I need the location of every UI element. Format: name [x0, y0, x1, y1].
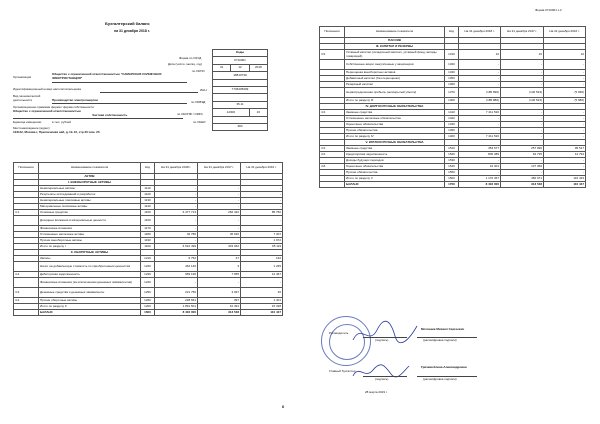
table-row	[14, 310, 283, 316]
row-label: Запасы	[39, 256, 141, 262]
row-value: 36	[241, 288, 283, 298]
row-label: Итого по разделу III	[345, 98, 445, 104]
row-label: Переоценка внеоборотных активов	[345, 70, 445, 76]
row-value: (146 523)	[501, 98, 544, 104]
row-label: Прочие внеоборотные активы	[39, 238, 141, 244]
row-value: 85 760	[241, 210, 283, 216]
column-header: На 31 декабря 2017 г.	[501, 27, 544, 38]
column-header: На 31 декабря 2016 г.	[544, 27, 586, 38]
row-value: -	[241, 278, 283, 288]
row-label: Доходные вложения в материальные ценности	[39, 216, 141, 226]
table-header-row	[320, 27, 586, 38]
row-value: (5 996)	[544, 88, 586, 98]
row-label: Результаты исследований и разработок	[39, 192, 141, 198]
row-label: Материальные поисковые активы	[39, 204, 141, 210]
row-value: -	[459, 82, 501, 88]
row-label: Доходы будущих периодов	[345, 158, 445, 164]
row-value: 10	[459, 50, 501, 60]
row-value: -	[544, 170, 586, 176]
row-code: 1500	[445, 176, 459, 182]
row-label: Заемные средства	[345, 146, 445, 152]
row-label: АКТИВ	[39, 174, 141, 180]
okud-label: Форма по ОКУД	[179, 56, 202, 60]
row-value: -	[459, 60, 501, 70]
row-value: -	[155, 238, 198, 244]
row-value: -	[241, 198, 283, 204]
address-label: Местонахождение (адрес)	[13, 126, 50, 130]
row-value: 3 097	[198, 288, 241, 298]
inn-label: ИНН	[200, 88, 207, 92]
code-okved: 35.11	[213, 101, 268, 108]
row-value: -	[501, 70, 544, 76]
row-value: 806 389	[459, 152, 501, 158]
row-value: 313 548	[198, 310, 241, 316]
row-code: 1400	[445, 134, 459, 140]
row-label: Уставный капитал (складочный капитал, уставный фонд, вклады товарищей)	[345, 50, 445, 60]
row-value: 47	[198, 256, 241, 262]
row-value: -	[501, 76, 544, 82]
row-value: -	[155, 192, 198, 198]
row-code: 1350	[445, 76, 459, 82]
table-header-row	[14, 163, 283, 174]
row-label: Прочие оборотные активы	[39, 298, 141, 304]
row-code: 1360	[445, 82, 459, 88]
liabilities-table	[319, 26, 586, 188]
row-value: 9 752	[155, 256, 198, 262]
row-value: -	[544, 82, 586, 88]
row-code: 1370	[445, 88, 459, 98]
row-label: Кредиторская задолженность	[345, 152, 445, 158]
row-value: -	[501, 60, 544, 70]
row-value: -	[459, 76, 501, 82]
row-label: Итого по разделу IV	[345, 134, 445, 140]
opf-value: Общество с ограниченной ответственностью	[13, 109, 81, 113]
column-header: На 31 декабря 2017 г.	[198, 163, 241, 174]
row-value: -	[198, 192, 241, 198]
row-value: -	[198, 238, 241, 244]
row-value: -	[501, 128, 544, 134]
row-value: 397	[198, 298, 241, 304]
row-code: 1520	[445, 152, 459, 158]
row-value: 460 071	[501, 176, 544, 182]
row-label: Финансовые вложения (за исключением денежных эквивалентов)	[39, 278, 141, 288]
row-value: 7 411 520	[459, 134, 501, 140]
row-label: Дебиторская задолженность	[39, 272, 141, 278]
row-value: 15 328	[241, 304, 283, 310]
row-value: 303 062	[198, 244, 241, 250]
row-label: Оценочные обязательства	[345, 164, 445, 170]
row-value: -	[544, 110, 586, 116]
row-value: 110 447	[544, 182, 586, 188]
row-value: 10	[501, 50, 544, 60]
row-value: -	[501, 170, 544, 176]
okopf-label: по ОКОПФ / ОКФС	[177, 112, 203, 116]
row-value: 313 548	[501, 182, 544, 188]
table-row	[320, 60, 586, 70]
row-label: Заемные средства	[345, 110, 445, 116]
code-okfs: 16	[249, 109, 267, 116]
row-note: 4.2.	[14, 272, 39, 278]
row-value: 95 119	[241, 244, 283, 250]
row-label: Отложенные налоговые обязательства	[345, 116, 445, 122]
row-value: -	[459, 128, 501, 134]
inn-row-label: Идентификационный номер налогоплательщика	[13, 87, 81, 91]
row-code: 1180	[141, 232, 155, 238]
row-value: (5 986)	[544, 98, 586, 104]
column-header: На 31 декабря 2016 г.	[241, 163, 283, 174]
row-code: 1300	[445, 98, 459, 104]
activity-label: Вид экономической деятельности	[13, 94, 41, 102]
org-name: Общество с ограниченной ответственностью "САМАРСКАЯ СОЛНЕЧНАЯ ЭЛЕКТРОСТАНЦИЯ"	[52, 72, 162, 80]
column-header: Код	[141, 163, 155, 174]
column-header: Пояснения	[14, 163, 39, 174]
row-value: -	[544, 116, 586, 122]
fs-value: Частная собственность	[92, 113, 128, 117]
row-value: 64 735	[501, 152, 544, 158]
row-value: -	[501, 82, 544, 88]
row-note: 4.6.	[320, 152, 345, 158]
row-label: Добавочный капитал (без переоценки)	[345, 76, 445, 82]
head-decode: (расшифровка подписи)	[423, 338, 457, 342]
row-value: -	[241, 216, 283, 226]
row-code: 1200	[141, 304, 155, 310]
row-code: 1190	[141, 238, 155, 244]
row-value: 1 972	[241, 238, 283, 244]
row-code: 1240	[141, 278, 155, 288]
code-okud: 0710001	[213, 57, 268, 64]
row-value: -	[544, 122, 586, 128]
row-value: -	[241, 226, 283, 232]
row-value: 257 990	[501, 146, 544, 152]
column-header: На 31 декабря 2018 г.	[459, 27, 501, 38]
row-code: 1250	[141, 288, 155, 298]
table-row	[14, 262, 283, 272]
row-label: БАЛАНС	[345, 182, 445, 188]
row-note	[14, 262, 39, 272]
row-value: -	[198, 226, 241, 232]
code-okpo: 48810739	[213, 72, 268, 79]
acc-sign-caption: (подпись)	[375, 377, 389, 381]
okei-label: по ОКЕИ	[193, 120, 206, 124]
unit-label: Единица измерения:	[13, 120, 42, 124]
row-label: Денежные средства и денежные эквиваленты	[39, 288, 141, 298]
row-code: 1550	[445, 170, 459, 176]
row-value: 8 402 000	[459, 182, 501, 188]
head-name: Мотонаев Михаил Сергеевич	[421, 327, 465, 331]
row-code: 1600	[141, 310, 155, 316]
row-value: -	[459, 170, 501, 176]
row-note: 4.5.	[320, 50, 345, 60]
table-row	[14, 278, 283, 288]
row-value: -	[544, 70, 586, 76]
row-value: -	[459, 116, 501, 122]
row-value: 1 891 501	[155, 304, 198, 310]
row-value: -	[459, 122, 501, 128]
document-title: Бухгалтерский баланс	[105, 21, 150, 26]
balance-sheet-page-2	[303, 0, 600, 424]
row-value: 231 750	[155, 288, 198, 298]
row-value: -	[544, 158, 586, 164]
row-value: -	[198, 278, 241, 288]
row-note: 4.6.	[320, 110, 345, 116]
table-row	[320, 182, 586, 188]
row-code: 1410	[445, 110, 459, 116]
row-label: III. КАПИТАЛ И РЕЗЕРВЫ	[345, 44, 445, 50]
accountant-name: Грязева Елена Александровна	[421, 365, 467, 369]
row-code: 1540	[445, 164, 459, 170]
row-label: I. ВНЕОБОРОТНЫЕ АКТИВЫ	[39, 180, 141, 186]
row-code: 1220	[141, 262, 155, 272]
row-value: 110 447	[241, 310, 283, 316]
row-label: Нематериальные активы	[39, 186, 141, 192]
row-value: 353 677	[459, 146, 501, 152]
head-signature	[351, 318, 421, 348]
date-label: Дата (число, месяц, год)	[168, 62, 202, 66]
row-value: -	[155, 204, 198, 210]
code-day: 31	[213, 64, 231, 71]
row-label: IV. ДОЛГОСРОЧНЫЕ ОБЯЗАТЕЛЬСТВА	[345, 104, 445, 110]
head-sign-caption: (подпись)	[375, 338, 389, 342]
row-label: Итого по разделу II	[39, 304, 141, 310]
row-value: -	[501, 110, 544, 116]
row-value: -	[241, 192, 283, 198]
form-note: Форма 0710001 с.2	[535, 8, 562, 12]
okpo-label: по ОКПО	[192, 69, 205, 73]
row-value: 462 146	[155, 262, 198, 272]
org-label: Организация	[13, 75, 32, 79]
table-row	[14, 288, 283, 298]
row-code: 1110	[141, 186, 155, 192]
row-label: Прочие обязательства	[345, 128, 445, 134]
row-code: 1120	[141, 192, 155, 198]
row-code: 1170	[141, 226, 155, 232]
row-value: 137 366	[501, 164, 544, 170]
row-value: 7 411 520	[459, 110, 501, 116]
head-label: Руководитель	[329, 331, 349, 335]
row-value: -	[241, 186, 283, 192]
row-note: 4.3.	[14, 288, 39, 298]
row-note	[320, 60, 345, 70]
code-inn: 7736205099	[213, 86, 268, 93]
codes-table	[212, 49, 268, 131]
row-value: 266 442	[198, 210, 241, 216]
row-label: Нераспределенная прибыль (непокрытый убыток)	[345, 88, 445, 98]
row-value: (185 886)	[459, 98, 501, 104]
column-header: Пояснения	[320, 27, 345, 38]
row-value: 6 510 499	[155, 244, 198, 250]
row-code: 1700	[445, 182, 459, 188]
row-value: 116 433	[544, 176, 586, 182]
row-value: -	[155, 186, 198, 192]
row-label: Прочие обязательства	[345, 170, 445, 176]
unit-value: в тыс. рублей	[52, 120, 71, 124]
column-header: Код	[445, 27, 459, 38]
row-note: 4.8.	[320, 164, 345, 170]
row-value: -	[155, 216, 198, 226]
row-value: -	[544, 76, 586, 82]
row-value: -	[198, 216, 241, 226]
code-okopf: 12300	[213, 109, 250, 116]
row-code: 1310	[445, 50, 459, 60]
row-value: 32 786	[155, 232, 198, 238]
row-label: Основные средства	[39, 210, 141, 216]
row-code: 1150	[141, 210, 155, 216]
row-label: Собственные акции, выкупленные у акционеров	[345, 60, 445, 70]
accountant-decode: (расшифровка подписи)	[423, 377, 457, 381]
column-header: На 31 декабря 2018 г.	[155, 163, 198, 174]
row-value: (146 533)	[501, 88, 544, 98]
row-code: 1510	[445, 146, 459, 152]
row-value: 228 661	[155, 298, 198, 304]
table-row	[14, 216, 283, 226]
row-value: 959 196	[155, 272, 198, 278]
row-label: II. ОБОРОТНЫЕ АКТИВЫ	[39, 250, 141, 256]
row-code: 1140	[141, 204, 155, 210]
row-label: V. КРАТКОСРОЧНЫЕ ОБЯЗАТЕЛЬСТВА	[345, 140, 445, 146]
row-value: 1 265	[241, 262, 283, 272]
row-value: -	[501, 158, 544, 164]
row-note	[320, 182, 345, 188]
row-code: 1100	[141, 244, 155, 250]
row-value: 36 620	[198, 232, 241, 238]
row-label: Отложенные налоговые активы	[39, 232, 141, 238]
row-value: -	[544, 134, 586, 140]
signature-block	[303, 296, 600, 396]
row-label: Налог на добавленную стоимость по приобретенным ценностям	[39, 262, 141, 272]
row-value: -	[155, 198, 198, 204]
row-value: -	[459, 70, 501, 76]
row-code: 1320	[445, 60, 459, 70]
row-note: 4.1.	[14, 210, 39, 216]
row-code: 1450	[445, 128, 459, 134]
assets-table	[13, 162, 283, 316]
row-value: -	[198, 186, 241, 192]
row-note	[14, 216, 39, 226]
row-value: (185 896)	[459, 88, 501, 98]
document-date: на 31 декабря 2018 г.	[114, 29, 150, 33]
row-note	[14, 278, 39, 288]
row-code: 1340	[445, 70, 459, 76]
row-value: -	[155, 226, 198, 232]
row-note: 4.6.	[320, 146, 345, 152]
table-row	[320, 88, 586, 98]
row-value: -	[544, 60, 586, 70]
row-code: 1260	[141, 298, 155, 304]
signing-date: 28 марта 2019 г.	[365, 390, 388, 394]
code-okei: 384	[213, 123, 268, 130]
column-header: Наименование показателя	[345, 27, 445, 38]
row-note	[14, 310, 39, 316]
row-code: 1420	[445, 116, 459, 122]
page-number: 6	[282, 404, 285, 409]
okved-label: по ОКВЭД	[191, 100, 206, 104]
codes-header: Коды	[213, 50, 268, 57]
row-label: Итого по разделу V	[345, 176, 445, 182]
row-code: 1430	[445, 122, 459, 128]
row-value: 7 955	[198, 272, 241, 278]
row-value: -	[544, 164, 586, 170]
row-value: 6 477 713	[155, 210, 198, 216]
activity-value: Производство электроэнергии	[52, 98, 98, 102]
row-value: -	[198, 204, 241, 210]
row-label: Нематериальные поисковые активы	[39, 198, 141, 204]
row-label: ПАССИВ	[345, 38, 445, 44]
accountant-label: Главный бухгалтер	[329, 369, 356, 373]
row-value: -	[198, 198, 241, 204]
row-value: 1 401	[241, 298, 283, 304]
code-month: 12	[231, 64, 249, 71]
row-value: 162	[241, 256, 283, 262]
row-value: 8 402 000	[155, 310, 198, 316]
row-value: -	[155, 278, 198, 288]
row-label: Итого по разделу I	[39, 244, 141, 250]
table-row	[320, 50, 586, 60]
column-header: Наименование показателя	[39, 163, 141, 174]
row-value: -	[544, 128, 586, 134]
row-label: БАЛАНС	[39, 310, 141, 316]
opf-label: Организационно-правовая форма / форма собственности	[13, 105, 94, 109]
row-value: 10	[544, 50, 586, 60]
row-value: 95 517	[544, 146, 586, 152]
row-code: 1230	[141, 272, 155, 278]
row-note	[320, 88, 345, 98]
row-value: 16 301	[459, 164, 501, 170]
row-value: 10 491	[198, 304, 241, 310]
row-label: Резервный капитал	[345, 82, 445, 88]
row-label: Финансовые вложения	[39, 226, 141, 232]
row-value: 12 794	[544, 152, 586, 158]
row-value: 1 176 367	[459, 176, 501, 182]
row-value: -	[501, 116, 544, 122]
row-label: Оценочные обязательства	[345, 122, 445, 128]
row-code: 1130	[141, 198, 155, 204]
row-value: 7 307	[241, 232, 283, 238]
row-value: -	[459, 158, 501, 164]
row-value: 12 467	[241, 272, 283, 278]
address-value: 123112, Москва г, Пресненская наб, д. № 12, стр 20 пом. 20	[13, 130, 100, 134]
row-value: -	[501, 134, 544, 140]
row-value: -	[501, 122, 544, 128]
row-note: 4.4.	[14, 298, 39, 304]
row-code: 1160	[141, 216, 155, 226]
row-code: 1210	[141, 256, 155, 262]
row-code: 1530	[445, 158, 459, 164]
row-value: 3	[198, 262, 241, 272]
code-year: 2018	[249, 64, 267, 71]
row-value: -	[241, 204, 283, 210]
